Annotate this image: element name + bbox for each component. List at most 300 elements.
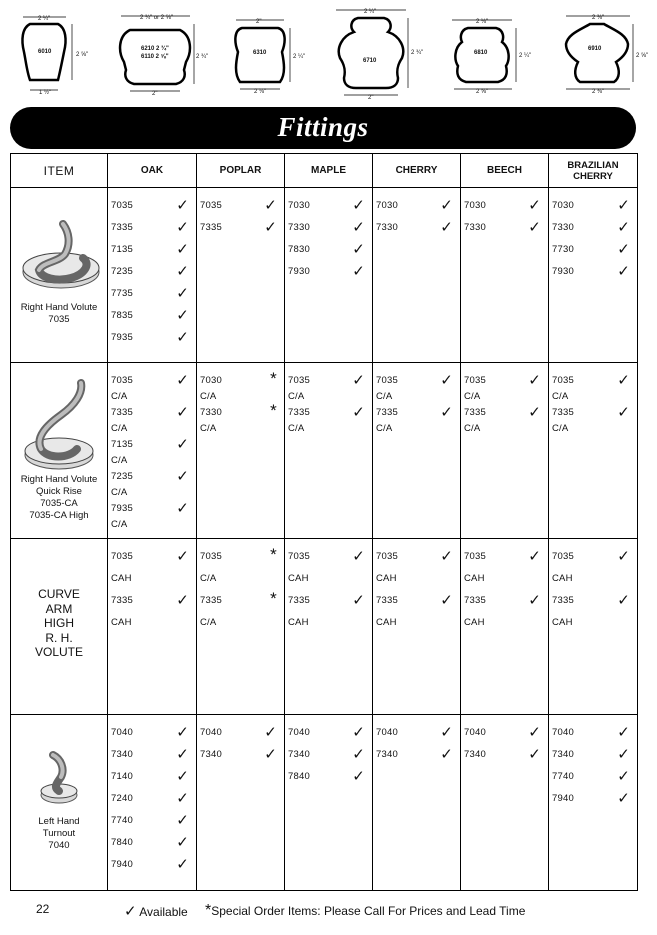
available-check-icon: ✓	[528, 197, 541, 214]
item-caption	[11, 474, 107, 522]
code-entry	[464, 592, 544, 617]
available-check-icon: ✓	[176, 197, 189, 214]
code-label: 7330	[464, 222, 486, 233]
code-label: 7335	[288, 407, 310, 418]
code-entry	[376, 592, 456, 617]
code-label: C/A	[111, 455, 128, 466]
profile-top-dim: 2"	[256, 19, 262, 25]
cell-cherry	[373, 715, 461, 891]
code-label: 7335	[111, 595, 133, 606]
code-label: 7035	[288, 551, 310, 562]
code-label: 7740	[552, 771, 574, 782]
code-label: 7340	[288, 749, 310, 760]
code-label: C/A	[288, 423, 305, 434]
item-cell	[11, 363, 108, 539]
code-entry	[376, 219, 456, 244]
item-cell	[11, 539, 108, 715]
table-row	[11, 188, 638, 363]
code-label: 7935	[111, 332, 133, 343]
cell-oak	[108, 715, 197, 891]
code-entry	[111, 548, 192, 573]
code-label: 7235	[111, 266, 133, 277]
right-hand-volute-image	[11, 188, 108, 363]
code-label: 7040	[464, 727, 486, 738]
available-check-icon: ✓	[440, 592, 453, 609]
item-cell	[11, 715, 108, 891]
code-entry	[288, 592, 368, 617]
code-entry	[200, 219, 280, 244]
header-cherry: CHERRY	[373, 154, 461, 188]
profile-6710	[336, 9, 423, 101]
code-label: C/A	[200, 573, 217, 584]
code-label: 7930	[552, 266, 574, 277]
profile-id: 6710	[363, 58, 377, 64]
available-check-icon: ✓	[352, 263, 365, 280]
available-check-icon: ✓	[176, 768, 189, 785]
code-label: C/A	[111, 487, 128, 498]
available-check-icon: ✓	[440, 746, 453, 763]
header-poplar: POPLAR	[197, 154, 285, 188]
code-entry	[111, 592, 192, 617]
available-check-icon: ✓	[352, 746, 365, 763]
code-entry	[376, 372, 456, 391]
item-cell	[11, 188, 108, 363]
code-label: 7840	[288, 771, 310, 782]
code-entry	[552, 372, 633, 391]
legend-special-order	[205, 902, 525, 920]
code-entry	[464, 746, 544, 771]
profile-6010	[22, 16, 88, 96]
available-check-icon: ✓	[352, 592, 365, 609]
available-check-icon: ✓	[617, 768, 630, 785]
code-entry	[464, 423, 544, 439]
available-check-icon: ✓	[176, 746, 189, 763]
code-label: 7040	[552, 727, 574, 738]
available-check-icon: ✓	[440, 197, 453, 214]
code-label: 7035	[376, 551, 398, 562]
caption-line: Right Hand Volute	[20, 302, 98, 313]
available-check-icon: ✓	[176, 592, 189, 609]
available-check-icon: ✓	[264, 197, 277, 214]
code-label: C/A	[552, 423, 569, 434]
profile-side-dim: 2 ⅝"	[76, 52, 89, 58]
code-entry	[288, 404, 368, 423]
available-check-icon: ✓	[176, 329, 189, 346]
code-entry	[552, 263, 633, 288]
available-check-icon: ✓	[440, 219, 453, 236]
code-label: 7335	[552, 595, 574, 606]
code-label: 7940	[111, 859, 133, 870]
section-banner	[10, 107, 636, 149]
available-check-icon: ✓	[617, 263, 630, 280]
code-label: 7035	[111, 551, 133, 562]
code-label: 7335	[376, 595, 398, 606]
cell-maple	[285, 188, 373, 363]
available-check-icon: ✓	[528, 746, 541, 763]
profile-side-dim: 2 ¼"	[519, 53, 532, 59]
code-label: 7335	[200, 222, 222, 233]
code-entry	[288, 263, 368, 288]
code-label: 7030	[288, 200, 310, 211]
profile-side-dim: 2 ¼"	[293, 54, 306, 60]
code-entry	[111, 372, 192, 391]
code-label: 7840	[111, 837, 133, 848]
available-check-icon: ✓	[176, 285, 189, 302]
code-label: 7730	[552, 244, 574, 255]
code-label: 7135	[111, 439, 133, 450]
code-label: 7340	[376, 749, 398, 760]
profile-6910	[566, 15, 648, 95]
code-label: 7035	[200, 551, 222, 562]
code-entry	[464, 617, 544, 639]
code-label: C/A	[200, 423, 217, 434]
code-entry	[552, 592, 633, 617]
code-entry	[288, 548, 368, 573]
available-check-icon: ✓	[352, 768, 365, 785]
available-check-icon: ✓	[352, 197, 365, 214]
fittings-table	[10, 153, 638, 891]
available-check-icon: ✓	[617, 219, 630, 236]
handrail-profiles	[0, 0, 657, 104]
table-row	[11, 539, 638, 715]
available-check-icon: ✓	[528, 724, 541, 741]
available-check-icon: ✓	[440, 372, 453, 389]
caption-line: Right Hand Volute	[20, 474, 98, 485]
cell-brazilian-cherry	[549, 539, 638, 715]
code-label: 7040	[200, 727, 222, 738]
profile-side-dim: 2 ¾"	[411, 50, 424, 56]
available-check-icon: ✓	[176, 856, 189, 873]
available-check-icon: ✓	[617, 724, 630, 741]
available-check-icon: ✓	[176, 404, 189, 421]
code-label: CAH	[376, 617, 397, 628]
cell-maple	[285, 539, 373, 715]
profile-top-dim: 2 ¼"	[38, 16, 51, 22]
legend-special-order-label: Special Order Items: Please Call For Prices and Lead Time	[211, 904, 526, 918]
code-label: 7040	[288, 727, 310, 738]
code-label: CAH	[464, 573, 485, 584]
available-check-icon: ✓	[528, 372, 541, 389]
caption-line: 7035-CA	[40, 498, 78, 509]
code-label: 7040	[376, 727, 398, 738]
code-label: 7940	[552, 793, 574, 804]
available-check-icon: ✓	[617, 790, 630, 807]
caption-line: Turnout	[42, 828, 76, 839]
cell-poplar	[197, 188, 285, 363]
profile-6810	[452, 19, 531, 95]
code-entry	[200, 423, 280, 439]
code-label: C/A	[376, 391, 393, 402]
caption-line: HIGH	[44, 616, 74, 630]
cell-poplar	[197, 363, 285, 539]
code-label: CAH	[111, 573, 132, 584]
available-check-icon: ✓	[176, 500, 189, 517]
code-label: C/A	[376, 423, 393, 434]
special-order-icon: *	[270, 589, 277, 608]
code-label: 7330	[376, 222, 398, 233]
code-entry	[376, 423, 456, 439]
available-check-icon: ✓	[617, 404, 630, 421]
code-label: CAH	[376, 573, 397, 584]
table-row	[11, 715, 638, 891]
cell-maple	[285, 363, 373, 539]
code-entry	[200, 391, 280, 407]
code-label: CAH	[111, 617, 132, 628]
page-number: 22	[36, 902, 50, 916]
available-check-icon: ✓	[264, 746, 277, 763]
code-label: CAH	[552, 617, 573, 628]
caption-line: 7035-CA High	[29, 510, 89, 521]
code-label: 7035	[552, 375, 574, 386]
code-label: 7335	[464, 595, 486, 606]
available-check-icon: ✓	[617, 372, 630, 389]
cell-oak	[108, 539, 197, 715]
cell-brazilian-cherry	[549, 188, 638, 363]
profile-bottom-dim: 2"	[368, 95, 374, 101]
code-label: 7330	[552, 222, 574, 233]
code-label: 7030	[200, 375, 222, 386]
available-check-icon: ✓	[176, 241, 189, 258]
available-check-icon: ✓	[176, 468, 189, 485]
available-check-icon: ✓	[617, 241, 630, 258]
legend-available-label: Available	[139, 905, 188, 919]
code-entry	[464, 548, 544, 573]
caption-line: ARM	[45, 601, 73, 616]
code-label: 7335	[111, 407, 133, 418]
code-label: 7030	[376, 200, 398, 211]
available-check-icon: ✓	[176, 263, 189, 280]
cell-beech	[461, 188, 549, 363]
code-entry	[552, 617, 633, 639]
code-entry	[552, 423, 633, 439]
available-check-icon: ✓	[176, 724, 189, 741]
code-entry	[464, 372, 544, 391]
code-entry	[200, 617, 280, 639]
cell-beech	[461, 539, 549, 715]
code-label: C/A	[111, 391, 128, 402]
cell-maple	[285, 715, 373, 891]
profile-bottom-dim: 2 ⅜"	[592, 89, 605, 95]
header-brazilian-cherry	[549, 154, 638, 188]
profile-side-dim: 2 ¾"	[196, 54, 209, 60]
code-entry	[111, 519, 192, 535]
code-entry	[288, 423, 368, 439]
available-check-icon: ✓	[352, 372, 365, 389]
code-entry	[288, 372, 368, 391]
profile-id: 6310	[253, 50, 267, 56]
available-check-icon: ✓	[176, 834, 189, 851]
code-entry	[464, 219, 544, 244]
available-check-icon: ✓	[176, 436, 189, 453]
asterisk-icon: *	[205, 902, 212, 919]
code-label: 7335	[376, 407, 398, 418]
available-check-icon: ✓	[176, 548, 189, 565]
code-label: C/A	[200, 617, 217, 628]
code-label: CAH	[288, 573, 309, 584]
available-check-icon: ✓	[617, 592, 630, 609]
code-label: 7330	[200, 407, 222, 418]
profile-id-line-1: 6210 2 ¾"	[141, 46, 169, 52]
profile-bottom-dim: 2 ⅝"	[476, 89, 489, 95]
cell-oak	[108, 188, 197, 363]
code-label: 7035	[552, 551, 574, 562]
code-label: 7035	[111, 375, 133, 386]
available-check-icon: ✓	[528, 548, 541, 565]
code-label: C/A	[111, 519, 128, 530]
code-entry	[111, 856, 192, 881]
available-check-icon: ✓	[264, 724, 277, 741]
special-order-icon: *	[270, 369, 277, 388]
caption-line: Left Hand	[38, 816, 80, 827]
available-check-icon: ✓	[352, 241, 365, 258]
cell-beech	[461, 363, 549, 539]
code-label: 7235	[111, 471, 133, 482]
cell-brazilian-cherry	[549, 363, 638, 539]
code-label: 7035	[288, 375, 310, 386]
code-label: C/A	[111, 423, 128, 434]
code-label: 7935	[111, 503, 133, 514]
legend-available	[124, 902, 188, 920]
caption-line: CURVE	[38, 587, 80, 601]
profile-top-dim: 2 ⅜"	[592, 15, 605, 21]
left-hand-turnout-image	[11, 715, 108, 891]
code-label: CAH	[552, 573, 573, 584]
cell-brazilian-cherry	[549, 715, 638, 891]
profile-top-dim: 2 ⅛"	[476, 19, 489, 25]
code-label: 7340	[552, 749, 574, 760]
code-entry	[376, 404, 456, 423]
code-label: 7135	[111, 244, 133, 255]
code-entry	[552, 790, 633, 815]
special-order-icon: *	[270, 545, 277, 564]
header-beech: BEECH	[461, 154, 549, 188]
profile-bottom-dim: 1 ½"	[39, 90, 52, 96]
profile-top-dim: 2 ¼"	[364, 9, 377, 15]
code-label: 7040	[111, 727, 133, 738]
code-label: CAH	[288, 617, 309, 628]
code-label: C/A	[464, 391, 481, 402]
code-label: 7035	[200, 200, 222, 211]
item-caption	[11, 587, 107, 660]
code-entry	[111, 436, 192, 455]
code-entry	[552, 404, 633, 423]
available-check-icon: ✓	[617, 548, 630, 565]
code-label: 7830	[288, 244, 310, 255]
available-check-icon: ✓	[440, 724, 453, 741]
caption-line: R. H.	[45, 630, 73, 645]
available-check-icon: ✓	[440, 548, 453, 565]
item-caption	[11, 816, 107, 852]
profile-side-dim: 2 ⅝"	[636, 53, 649, 59]
code-label: 7240	[111, 793, 133, 804]
code-entry	[200, 573, 280, 595]
special-order-icon: *	[270, 401, 277, 420]
caption-line: 7040	[48, 840, 70, 851]
code-label: C/A	[288, 391, 305, 402]
code-entry	[111, 404, 192, 423]
code-entry	[376, 746, 456, 771]
checkmark-icon: ✓	[124, 903, 137, 920]
cell-poplar	[197, 715, 285, 891]
code-entry	[200, 369, 280, 391]
code-label: 7335	[111, 222, 133, 233]
code-label: C/A	[464, 423, 481, 434]
profile-id: 6910	[588, 46, 602, 52]
available-check-icon: ✓	[617, 197, 630, 214]
code-label: C/A	[200, 391, 217, 402]
code-entry	[376, 548, 456, 573]
code-label: 7035	[464, 551, 486, 562]
caption-line: Quick Rise	[36, 486, 82, 497]
code-label: 7735	[111, 288, 133, 299]
code-label: 7340	[111, 749, 133, 760]
code-entry	[200, 589, 280, 617]
available-check-icon: ✓	[176, 219, 189, 236]
code-label: 7330	[288, 222, 310, 233]
profile-6210-6110	[120, 15, 208, 97]
code-entry	[200, 545, 280, 573]
available-check-icon: ✓	[617, 746, 630, 763]
cell-cherry	[373, 539, 461, 715]
code-label: C/A	[552, 391, 569, 402]
available-check-icon: ✓	[352, 219, 365, 236]
code-entry	[288, 617, 368, 639]
item-caption	[11, 302, 107, 326]
code-entry	[111, 617, 192, 639]
code-entry	[111, 329, 192, 354]
code-label: 7835	[111, 310, 133, 321]
banner-title: Fittings	[277, 112, 369, 142]
available-check-icon: ✓	[528, 404, 541, 421]
code-label: 7740	[111, 815, 133, 826]
profile-bottom-dim: 2 ⅛"	[254, 89, 267, 95]
available-check-icon: ✓	[352, 724, 365, 741]
cell-oak	[108, 363, 197, 539]
code-label: 7340	[464, 749, 486, 760]
profile-id: 6010	[38, 49, 52, 55]
header-item: ITEM	[11, 154, 108, 188]
code-label: 7335	[464, 407, 486, 418]
code-label: 7035	[376, 375, 398, 386]
available-check-icon: ✓	[440, 404, 453, 421]
available-check-icon: ✓	[176, 790, 189, 807]
code-entry	[464, 404, 544, 423]
code-label: 7030	[552, 200, 574, 211]
code-label: 7335	[552, 407, 574, 418]
profile-6310	[235, 19, 305, 95]
profile-top-dim: 2 ¾" or 2 ⅝"	[140, 15, 173, 21]
code-entry	[111, 468, 192, 487]
code-label: 7140	[111, 771, 133, 782]
code-label: 7030	[464, 200, 486, 211]
available-check-icon: ✓	[264, 219, 277, 236]
caption-line: 7035	[48, 314, 70, 325]
code-label: 7930	[288, 266, 310, 277]
cell-cherry	[373, 188, 461, 363]
code-label: 7035	[464, 375, 486, 386]
available-check-icon: ✓	[176, 372, 189, 389]
code-label: 7035	[111, 200, 133, 211]
available-check-icon: ✓	[528, 219, 541, 236]
available-check-icon: ✓	[528, 592, 541, 609]
available-check-icon: ✓	[352, 548, 365, 565]
code-label: 7335	[288, 595, 310, 606]
code-entry	[111, 500, 192, 519]
header-oak: OAK	[108, 154, 197, 188]
code-label: 7335	[200, 595, 222, 606]
cell-cherry	[373, 363, 461, 539]
profile-id-line-2: 6110 2 ⅝"	[141, 54, 169, 60]
